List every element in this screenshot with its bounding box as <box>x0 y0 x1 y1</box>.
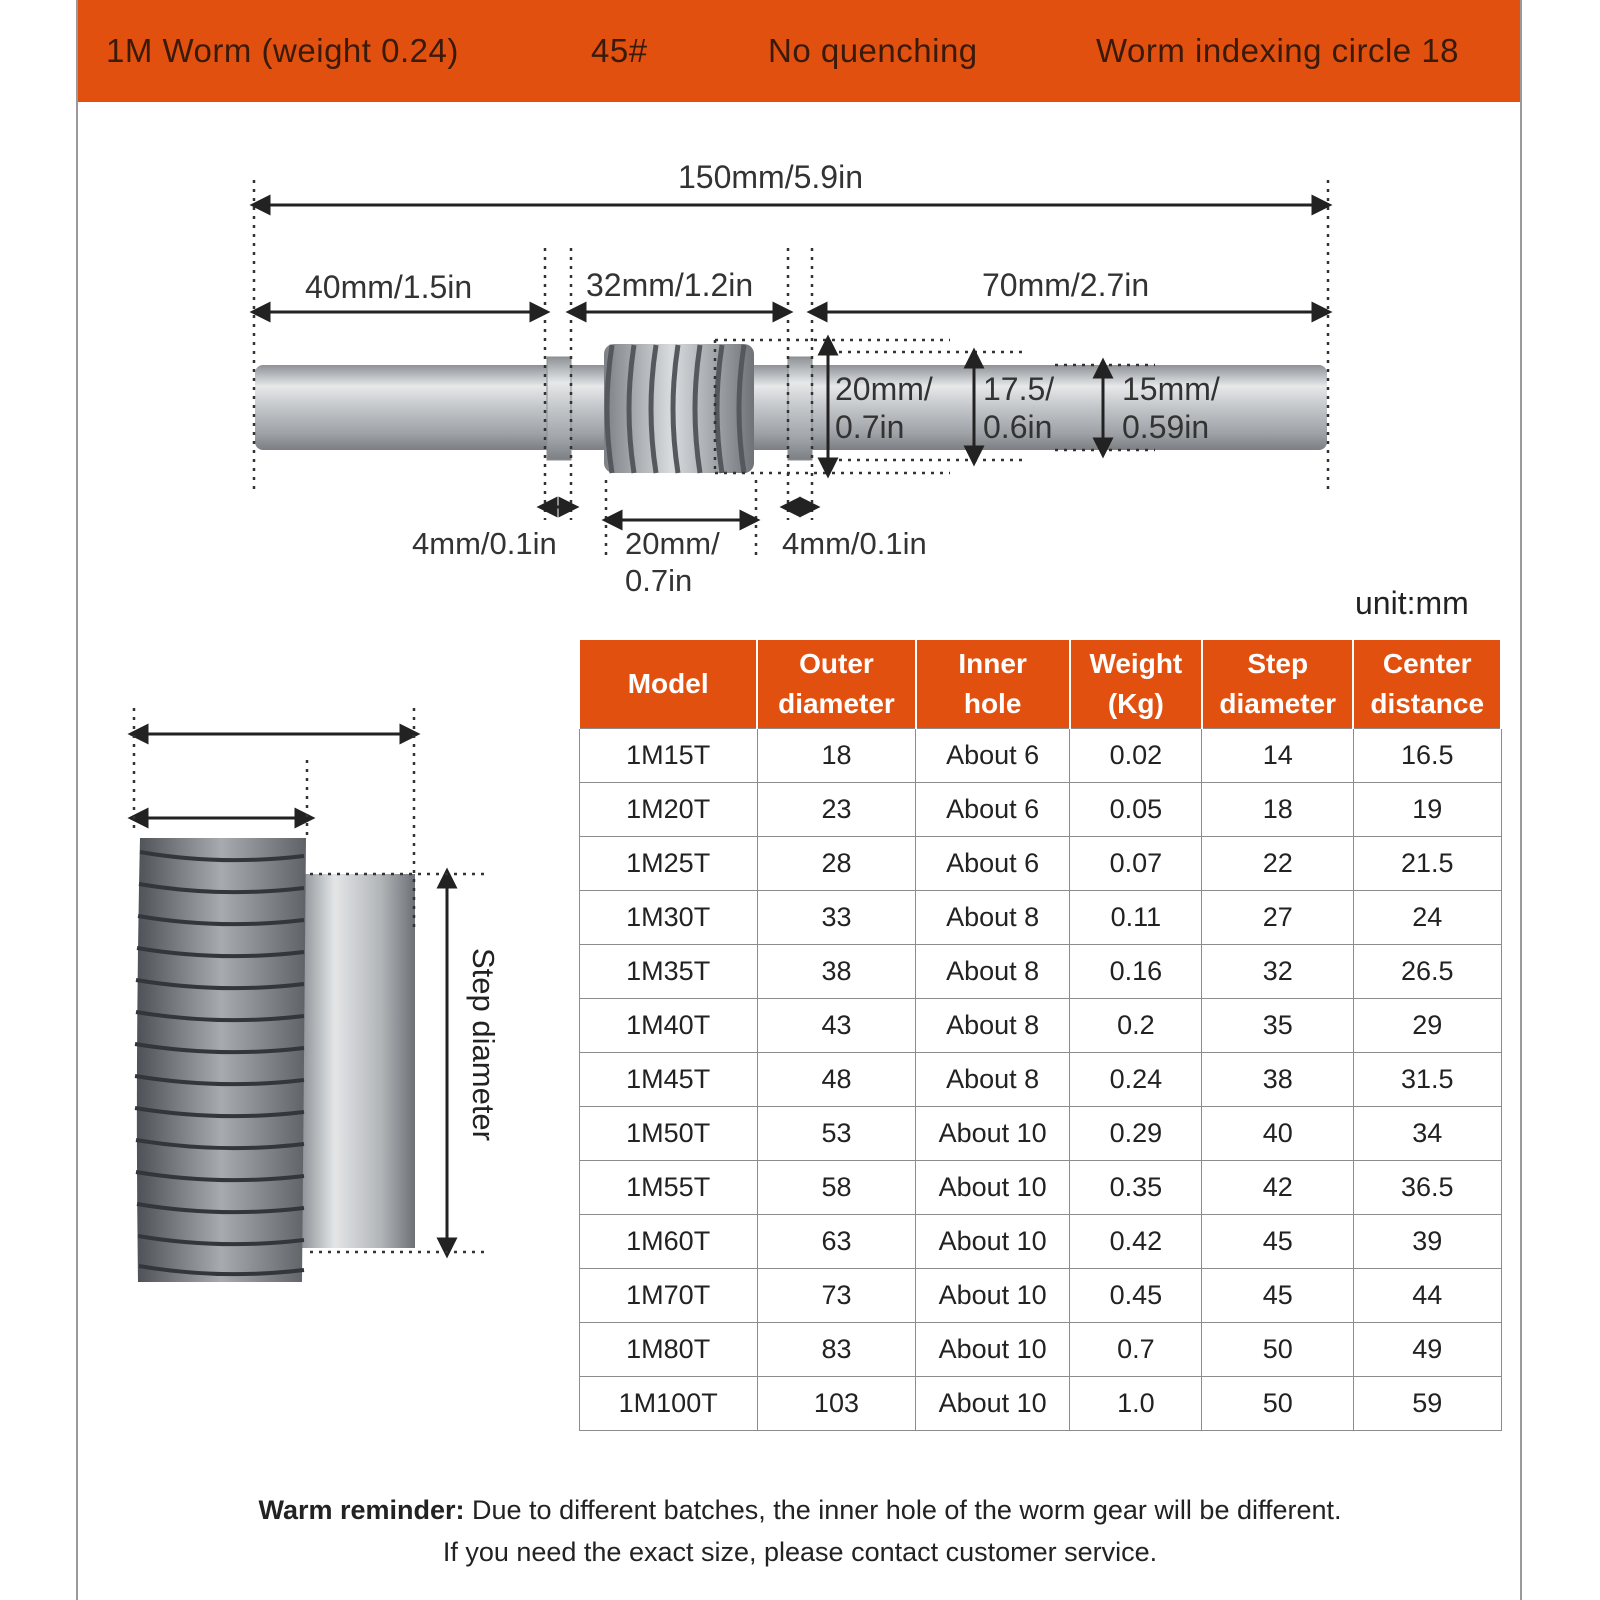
cell-outer-diameter: 18 <box>757 729 915 783</box>
cell-center-distance: 29 <box>1353 999 1501 1053</box>
cell-model: 1M80T <box>579 1323 757 1377</box>
cell-inner-hole: About 6 <box>916 729 1070 783</box>
table-row <box>579 837 1501 891</box>
cell-step-diameter: 38 <box>1202 1053 1353 1107</box>
cell-step-diameter: 14 <box>1202 729 1353 783</box>
banner-quenching: No quenching <box>768 32 978 69</box>
banner-indexing-circle: Worm indexing circle 18 <box>1096 32 1460 69</box>
gear-step-diameter-label: Step diameter <box>466 948 501 1141</box>
cell-model: 1M40T <box>579 999 757 1053</box>
cell-model: 1M20T <box>579 783 757 837</box>
reminder-line-1 <box>0 1495 1600 1526</box>
reminder-title: Warm reminder: <box>258 1495 465 1525</box>
cell-model: 1M15T <box>579 729 757 783</box>
cell-model: 1M35T <box>579 945 757 999</box>
cell-step-diameter: 27 <box>1202 891 1353 945</box>
dim-right-collar: 4mm/0.1in <box>782 526 927 561</box>
cell-step-diameter: 40 <box>1202 1107 1353 1161</box>
cell-outer-diameter: 23 <box>757 783 915 837</box>
spec-table <box>578 638 1502 1431</box>
cell-step-diameter: 32 <box>1202 945 1353 999</box>
cell-center-distance: 31.5 <box>1353 1053 1501 1107</box>
cell-step-diameter: 35 <box>1202 999 1353 1053</box>
cell-weight: 0.42 <box>1070 1215 1202 1269</box>
table-row <box>579 1323 1501 1377</box>
col-header-step-diameter: Step diameter <box>1202 639 1353 729</box>
cell-center-distance: 21.5 <box>1353 837 1501 891</box>
cell-model: 1M70T <box>579 1269 757 1323</box>
cell-outer-diameter: 28 <box>757 837 915 891</box>
dim-left-collar: 4mm/0.1in <box>412 526 557 561</box>
cell-weight: 0.45 <box>1070 1269 1202 1323</box>
table-row <box>579 999 1501 1053</box>
cell-step-diameter: 45 <box>1202 1269 1353 1323</box>
cell-model: 1M30T <box>579 891 757 945</box>
dim-diameter-20-l1: 20mm/ <box>835 371 933 407</box>
cell-center-distance: 44 <box>1353 1269 1501 1323</box>
cell-outer-diameter: 73 <box>757 1269 915 1323</box>
cell-inner-hole: About 10 <box>916 1269 1070 1323</box>
cell-step-diameter: 50 <box>1202 1323 1353 1377</box>
dim-diameter-175-l1: 17.5/ <box>983 371 1055 407</box>
cell-weight: 0.7 <box>1070 1323 1202 1377</box>
cell-model: 1M50T <box>579 1107 757 1161</box>
cell-center-distance: 59 <box>1353 1377 1501 1431</box>
cell-center-distance: 39 <box>1353 1215 1501 1269</box>
cell-inner-hole: About 10 <box>916 1323 1070 1377</box>
cell-weight: 0.29 <box>1070 1107 1202 1161</box>
cell-outer-diameter: 58 <box>757 1161 915 1215</box>
cell-weight: 0.35 <box>1070 1161 1202 1215</box>
table-row <box>579 1053 1501 1107</box>
cell-center-distance: 26.5 <box>1353 945 1501 999</box>
cell-step-diameter: 45 <box>1202 1215 1353 1269</box>
cell-model: 1M100T <box>579 1377 757 1431</box>
cell-inner-hole: About 6 <box>916 837 1070 891</box>
cell-inner-hole: About 8 <box>916 1053 1070 1107</box>
cell-weight: 0.07 <box>1070 837 1202 891</box>
cell-outer-diameter: 103 <box>757 1377 915 1431</box>
cell-inner-hole: About 10 <box>916 1107 1070 1161</box>
cell-weight: 0.2 <box>1070 999 1202 1053</box>
dim-thread-length-l1: 20mm/ <box>625 526 720 561</box>
col-header-weight: Weight (Kg) <box>1070 639 1202 729</box>
cell-inner-hole: About 8 <box>916 999 1070 1053</box>
cell-center-distance: 36.5 <box>1353 1161 1501 1215</box>
cell-inner-hole: About 6 <box>916 783 1070 837</box>
col-header-inner-hole: Inner hole <box>916 639 1070 729</box>
cell-inner-hole: About 10 <box>916 1215 1070 1269</box>
cell-outer-diameter: 43 <box>757 999 915 1053</box>
dim-diameter-15-l2: 0.59in <box>1122 409 1210 445</box>
worm-gear <box>135 838 415 1282</box>
dim-diameter-175-l2: 0.6in <box>983 409 1053 445</box>
cell-inner-hole: About 10 <box>916 1377 1070 1431</box>
cell-outer-diameter: 83 <box>757 1323 915 1377</box>
cell-center-distance: 49 <box>1353 1323 1501 1377</box>
cell-model: 1M55T <box>579 1161 757 1215</box>
dim-right-shaft: 70mm/2.7in <box>982 267 1150 303</box>
dim-thread-length-l2: 0.7in <box>625 563 693 598</box>
cell-inner-hole: About 10 <box>916 1161 1070 1215</box>
dim-total-length: 150mm/5.9in <box>678 159 863 195</box>
cell-inner-hole: About 8 <box>916 945 1070 999</box>
table-row <box>579 1377 1501 1431</box>
cell-weight: 1.0 <box>1070 1377 1202 1431</box>
cell-step-diameter: 22 <box>1202 837 1353 891</box>
cell-center-distance: 16.5 <box>1353 729 1501 783</box>
table-row <box>579 729 1501 783</box>
cell-outer-diameter: 63 <box>757 1215 915 1269</box>
cell-outer-diameter: 33 <box>757 891 915 945</box>
cell-step-diameter: 42 <box>1202 1161 1353 1215</box>
table-row <box>579 891 1501 945</box>
cell-inner-hole: About 8 <box>916 891 1070 945</box>
cell-weight: 0.02 <box>1070 729 1202 783</box>
cell-center-distance: 19 <box>1353 783 1501 837</box>
cell-weight: 0.05 <box>1070 783 1202 837</box>
dim-diameter-15-l1: 15mm/ <box>1122 371 1220 407</box>
table-row <box>579 1107 1501 1161</box>
dim-diameter-20-l2: 0.7in <box>835 409 905 445</box>
table-row <box>579 945 1501 999</box>
cell-step-diameter: 50 <box>1202 1377 1353 1431</box>
cell-center-distance: 34 <box>1353 1107 1501 1161</box>
table-row <box>579 1161 1501 1215</box>
cell-model: 1M45T <box>579 1053 757 1107</box>
dim-left-shaft: 40mm/1.5in <box>305 269 473 305</box>
reminder-text-2: If you need the exact size, please contact customer service. <box>442 1537 1158 1567</box>
col-header-outer-diameter: Outer diameter <box>757 639 915 729</box>
unit-label: unit:mm <box>1355 585 1469 621</box>
reminder-line-2 <box>0 1537 1600 1568</box>
table-row <box>579 783 1501 837</box>
cell-model: 1M25T <box>579 837 757 891</box>
table-row <box>579 1269 1501 1323</box>
cell-outer-diameter: 53 <box>757 1107 915 1161</box>
cell-center-distance: 24 <box>1353 891 1501 945</box>
cell-outer-diameter: 38 <box>757 945 915 999</box>
banner-worm-weight: 1M Worm (weight 0.24) <box>106 32 459 69</box>
cell-weight: 0.24 <box>1070 1053 1202 1107</box>
cell-model: 1M60T <box>579 1215 757 1269</box>
reminder-text-1: Due to different batches, the inner hole of the worm gear will be different. <box>464 1495 1342 1525</box>
table-row <box>579 1215 1501 1269</box>
col-header-center-distance: Center distance <box>1353 639 1501 729</box>
col-header-model: Model <box>579 639 757 729</box>
banner-material: 45# <box>591 32 648 69</box>
cell-outer-diameter: 48 <box>757 1053 915 1107</box>
cell-step-diameter: 18 <box>1202 783 1353 837</box>
dim-worm-section: 32mm/1.2in <box>586 267 754 303</box>
cell-weight: 0.11 <box>1070 891 1202 945</box>
cell-weight: 0.16 <box>1070 945 1202 999</box>
table-header-row <box>579 639 1501 729</box>
